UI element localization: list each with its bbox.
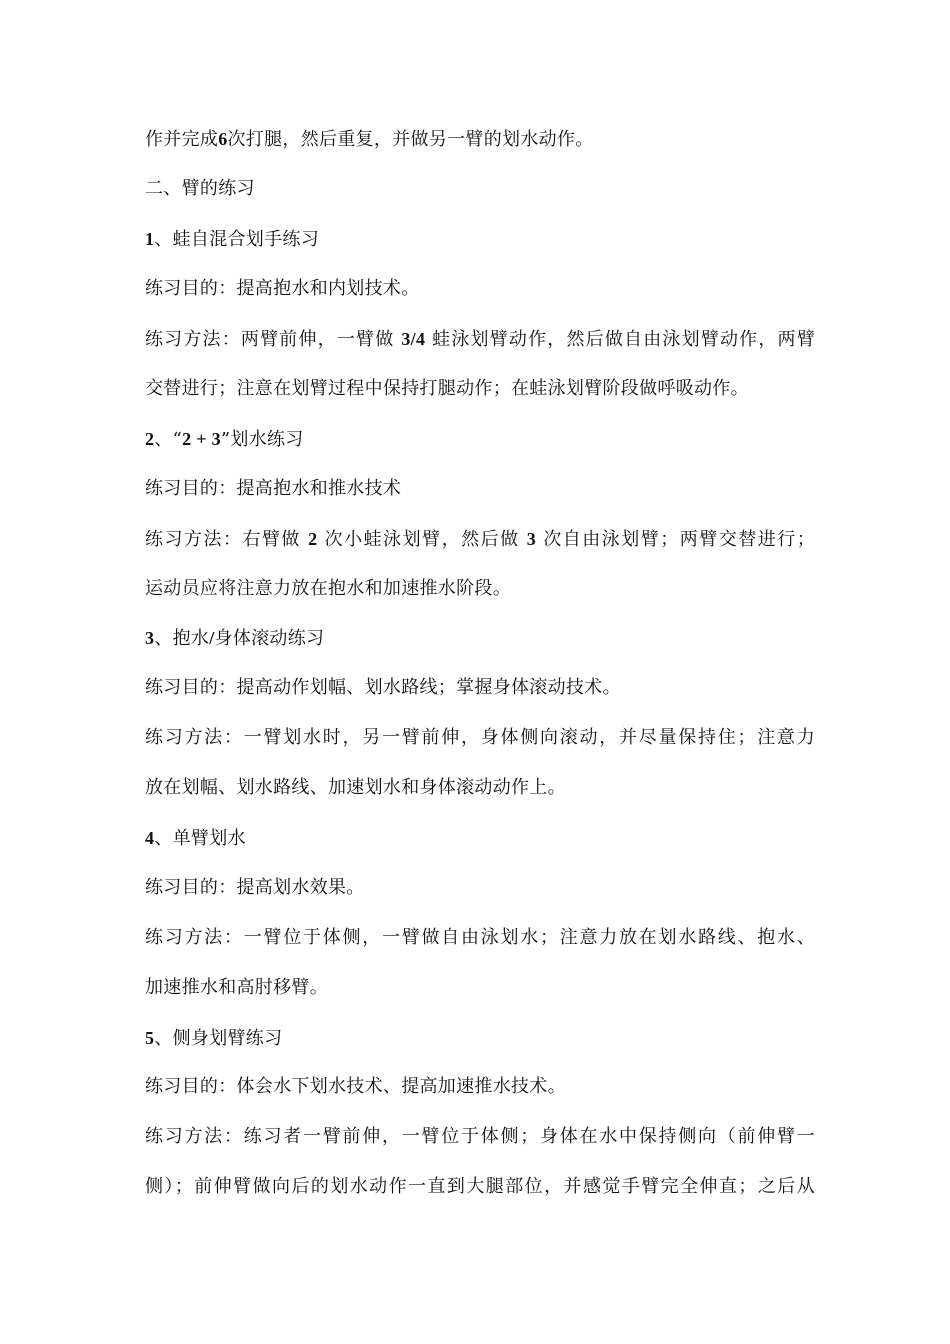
- text-run: 练习方法：一臂划水时，另一臂前伸，身体侧向滚动，并尽量保持住；注意力: [145, 727, 815, 748]
- text-line: [145, 1175, 815, 1199]
- text-line: [145, 976, 815, 1000]
- text-run: 、蛙自混合划手练习: [154, 229, 320, 250]
- text-line: [145, 1125, 815, 1149]
- text-run: 练习目的：提高动作划幅、划水路线；掌握身体滚动技术。: [145, 677, 621, 698]
- text-line: [145, 277, 815, 301]
- section-heading: [145, 177, 815, 201]
- bold-run: /: [209, 628, 215, 648]
- text-run: 放在划幅、划水路线、加速划水和身体滚动动作上。: [145, 777, 566, 798]
- text-line: [145, 726, 815, 750]
- exercise-title: [145, 626, 815, 651]
- text-run: 、抱水: [154, 628, 210, 649]
- text-line: [145, 127, 815, 152]
- text-line: [145, 776, 815, 800]
- text-run: ”划水练习: [220, 429, 304, 450]
- text-run: 二、臂的练习: [145, 178, 255, 199]
- text-run: 练习目的：提高抱水和推水技术: [145, 478, 402, 499]
- exercise-title: [145, 427, 815, 452]
- bold-run: 2: [145, 429, 155, 449]
- text-run: 作并完成: [145, 129, 219, 150]
- bold-run: 2: [308, 529, 318, 549]
- text-run: 次打腿，然后重复，并做另一臂的划水动作。: [227, 129, 594, 150]
- text-run: 练习方法：练习者一臂前伸，一臂位于体侧；身体在水中保持侧向（前伸臂一: [145, 1126, 815, 1147]
- text-run: 加速推水和高肘移臂。: [145, 977, 328, 998]
- text-run: 侧）；前伸臂做向后的划水动作一直到大腿部位，并感觉手臂完全伸直；之后从: [145, 1176, 815, 1197]
- text-line: [145, 676, 815, 700]
- text-run: 交替进行；注意在划臂过程中保持打腿动作；在蛙泳划臂阶段做呼吸动作。: [145, 378, 749, 399]
- exercise-title: [145, 227, 815, 252]
- text-run: 练习目的：提高抱水和内划技术。: [145, 278, 420, 299]
- bold-run: 3: [145, 628, 155, 648]
- text-run: 、单臂划水: [154, 828, 246, 849]
- text-line: [145, 327, 815, 352]
- text-run: 练习目的：体会水下划水技术、提高加速推水技术。: [145, 1076, 566, 1097]
- text-line: [145, 527, 815, 552]
- text-run: 练习方法：右臂做: [145, 529, 309, 550]
- text-run: 次小蛙泳划臂，然后做: [317, 529, 527, 550]
- bold-run: 5: [145, 1028, 155, 1048]
- bold-run: 2 + 3: [182, 429, 221, 449]
- text-line: [145, 1075, 815, 1099]
- text-run: 练习方法：一臂位于体侧，一臂做自由泳划水；注意力放在划水路线、抱水、: [145, 927, 815, 948]
- text-run: 蛙泳划臂动作，然后做自由泳划臂动作，两臂: [425, 329, 815, 350]
- text-run: 练习目的：提高划水效果。: [145, 877, 365, 898]
- text-run: 次自由泳划臂；两臂交替进行；: [536, 529, 815, 550]
- text-run: 练习方法：两臂前伸，一臂做: [145, 329, 402, 350]
- bold-run: 4: [145, 828, 155, 848]
- exercise-title: [145, 826, 815, 851]
- text-line: [145, 876, 815, 900]
- text-line: [145, 926, 815, 950]
- exercise-title: [145, 1026, 815, 1051]
- text-line: [145, 577, 815, 601]
- text-line: [145, 477, 815, 501]
- bold-run: 3/4: [401, 329, 426, 349]
- bold-run: 3: [526, 529, 537, 549]
- bold-run: 6: [218, 129, 228, 149]
- text-run: 运动员应将注意力放在抱水和加速推水阶段。: [145, 578, 511, 599]
- text-run: 、侧身划臂练习: [154, 1028, 283, 1049]
- text-run: 身体滚动练习: [214, 628, 325, 649]
- text-run: 、“: [154, 429, 183, 450]
- bold-run: 1: [145, 229, 155, 249]
- text-line: [145, 377, 815, 401]
